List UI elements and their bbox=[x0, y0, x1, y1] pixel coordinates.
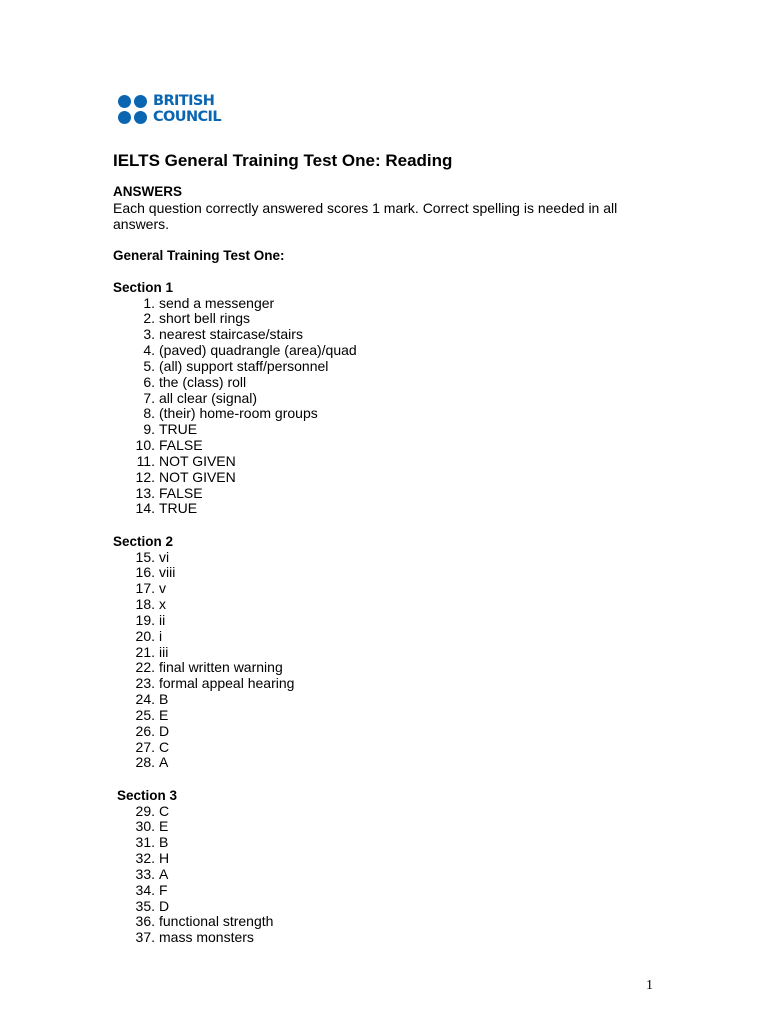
answer-text: NOT GIVEN bbox=[159, 452, 236, 469]
answer-item bbox=[125, 359, 357, 375]
answer-number: 22. bbox=[135, 659, 155, 676]
answer-text: v bbox=[159, 580, 166, 597]
answer-item bbox=[125, 867, 273, 883]
answer-text: NOT GIVEN bbox=[159, 468, 236, 485]
answer-number: 33. bbox=[135, 865, 155, 882]
answer-text: mass monsters bbox=[159, 929, 254, 946]
answer-item bbox=[125, 581, 294, 597]
answer-text: TRUE bbox=[159, 500, 198, 517]
answer-text: C bbox=[159, 738, 170, 755]
answer-text: i bbox=[159, 627, 163, 644]
answer-item bbox=[125, 391, 357, 407]
answer-text: A bbox=[159, 865, 169, 882]
answer-number: 16. bbox=[135, 564, 155, 581]
answer-item bbox=[125, 914, 273, 930]
answer-text: H bbox=[159, 850, 170, 867]
answer-number: 26. bbox=[135, 722, 155, 739]
answer-number: 17. bbox=[135, 580, 155, 597]
answer-number: 34. bbox=[135, 881, 155, 898]
answer-text: B bbox=[159, 834, 169, 851]
answer-text: B bbox=[159, 691, 169, 708]
answer-number: 36. bbox=[135, 913, 155, 930]
answer-text: short bell rings bbox=[159, 310, 251, 327]
answer-number: 10. bbox=[135, 437, 155, 454]
answer-item bbox=[125, 550, 294, 566]
answer-number: 8. bbox=[143, 405, 155, 422]
answer-item bbox=[125, 804, 273, 820]
answer-item bbox=[125, 501, 357, 517]
answer-item bbox=[125, 708, 294, 724]
answer-text: D bbox=[159, 897, 170, 914]
answer-number: 32. bbox=[135, 850, 155, 867]
answer-number: 2. bbox=[143, 310, 155, 327]
answer-text: (paved) quadrangle (area)/quad bbox=[159, 342, 357, 359]
answer-number: 5. bbox=[143, 357, 155, 374]
answer-item bbox=[125, 486, 357, 502]
answer-text: nearest staircase/stairs bbox=[159, 326, 303, 343]
answer-item bbox=[125, 851, 273, 867]
answer-item bbox=[125, 724, 294, 740]
answer-number: 1. bbox=[143, 294, 155, 311]
answer-number: 6. bbox=[143, 373, 155, 390]
answer-text: E bbox=[159, 818, 169, 835]
answer-number: 18. bbox=[135, 596, 155, 613]
answer-number: 19. bbox=[135, 611, 155, 628]
british-council-logo bbox=[117, 93, 237, 127]
answer-item bbox=[125, 454, 357, 470]
answer-item bbox=[125, 883, 273, 899]
answer-text: formal appeal hearing bbox=[159, 675, 295, 692]
section-3-heading: Section 3 bbox=[117, 788, 178, 803]
answer-item bbox=[125, 470, 357, 486]
intro-paragraph: Each question correctly answered scores 1 mark. Correct spelling is needed in all answers. bbox=[113, 200, 618, 232]
answer-item bbox=[125, 327, 357, 343]
answer-text: final written warning bbox=[159, 659, 283, 676]
section-2-heading: Section 2 bbox=[113, 534, 174, 549]
section-1-answer-list bbox=[125, 296, 357, 518]
answer-number: 27. bbox=[135, 738, 155, 755]
answer-number: 13. bbox=[135, 484, 155, 501]
answer-text: C bbox=[159, 802, 170, 819]
answer-number: 25. bbox=[135, 706, 155, 723]
answer-number: 35. bbox=[135, 897, 155, 914]
answer-number: 37. bbox=[135, 929, 155, 946]
answer-text: (all) support staff/personnel bbox=[159, 357, 329, 374]
answer-text: (their) home-room groups bbox=[159, 405, 318, 422]
answer-item bbox=[125, 930, 273, 946]
answer-text: FALSE bbox=[159, 437, 203, 454]
section-3-answer-list bbox=[125, 804, 273, 947]
answer-item bbox=[125, 343, 357, 359]
answer-item bbox=[125, 406, 357, 422]
answer-item bbox=[125, 629, 294, 645]
answer-text: viii bbox=[159, 564, 176, 581]
answer-number: 24. bbox=[135, 691, 155, 708]
answer-number: 30. bbox=[135, 818, 155, 835]
answer-item bbox=[125, 296, 357, 312]
answer-text: FALSE bbox=[159, 484, 203, 501]
answers-heading: ANSWERS bbox=[113, 184, 183, 199]
answer-item bbox=[125, 835, 273, 851]
answer-item bbox=[125, 660, 294, 676]
answer-item bbox=[125, 375, 357, 391]
answer-number: 9. bbox=[143, 421, 155, 438]
section-2-answer-list bbox=[125, 550, 294, 772]
answer-text: F bbox=[159, 881, 168, 898]
answer-text: the (class) roll bbox=[159, 373, 247, 390]
answer-text: iii bbox=[159, 643, 169, 660]
answer-text: send a messenger bbox=[159, 294, 275, 311]
answer-item bbox=[125, 438, 357, 454]
answer-item bbox=[125, 740, 294, 756]
answer-number: 14. bbox=[135, 500, 155, 517]
answer-item bbox=[125, 755, 294, 771]
answer-number: 31. bbox=[135, 834, 155, 851]
logo-wordmark bbox=[153, 93, 221, 125]
answer-number: 15. bbox=[135, 548, 155, 565]
page-title: IELTS General Training Test One: Reading bbox=[113, 151, 453, 170]
answer-text: E bbox=[159, 706, 169, 723]
answer-text: functional strength bbox=[159, 913, 274, 930]
answer-item bbox=[125, 819, 273, 835]
answer-text: A bbox=[159, 754, 169, 771]
answer-number: 23. bbox=[135, 675, 155, 692]
answer-number: 20. bbox=[135, 627, 155, 644]
answer-item bbox=[125, 597, 294, 613]
answer-number: 4. bbox=[143, 342, 155, 359]
answer-item bbox=[125, 565, 294, 581]
answer-text: x bbox=[159, 596, 166, 613]
test-sub-heading: General Training Test One: bbox=[113, 248, 285, 263]
answer-text: TRUE bbox=[159, 421, 198, 438]
logo-dots-icon bbox=[117, 94, 149, 126]
answer-number: 21. bbox=[135, 643, 155, 660]
answer-text: D bbox=[159, 722, 170, 739]
answer-number: 3. bbox=[143, 326, 155, 343]
logo-line-2: COUNCIL bbox=[153, 109, 221, 125]
page-number: 1 bbox=[646, 978, 653, 993]
answer-item bbox=[125, 692, 294, 708]
answer-text: all clear (signal) bbox=[159, 389, 258, 406]
logo-line-1: BRITISH bbox=[153, 93, 215, 109]
answer-number: 7. bbox=[143, 389, 155, 406]
answer-text: vi bbox=[159, 548, 170, 565]
answer-item bbox=[125, 676, 294, 692]
answer-item bbox=[125, 422, 357, 438]
answer-item bbox=[125, 311, 357, 327]
answer-item bbox=[125, 645, 294, 661]
answer-item bbox=[125, 899, 273, 915]
answer-item bbox=[125, 613, 294, 629]
answer-text: ii bbox=[159, 611, 166, 628]
answer-number: 28. bbox=[135, 754, 155, 771]
answer-number: 11. bbox=[136, 452, 155, 469]
answer-number: 12. bbox=[135, 468, 155, 485]
answer-number: 29. bbox=[135, 802, 155, 819]
section-1-heading: Section 1 bbox=[113, 280, 174, 295]
